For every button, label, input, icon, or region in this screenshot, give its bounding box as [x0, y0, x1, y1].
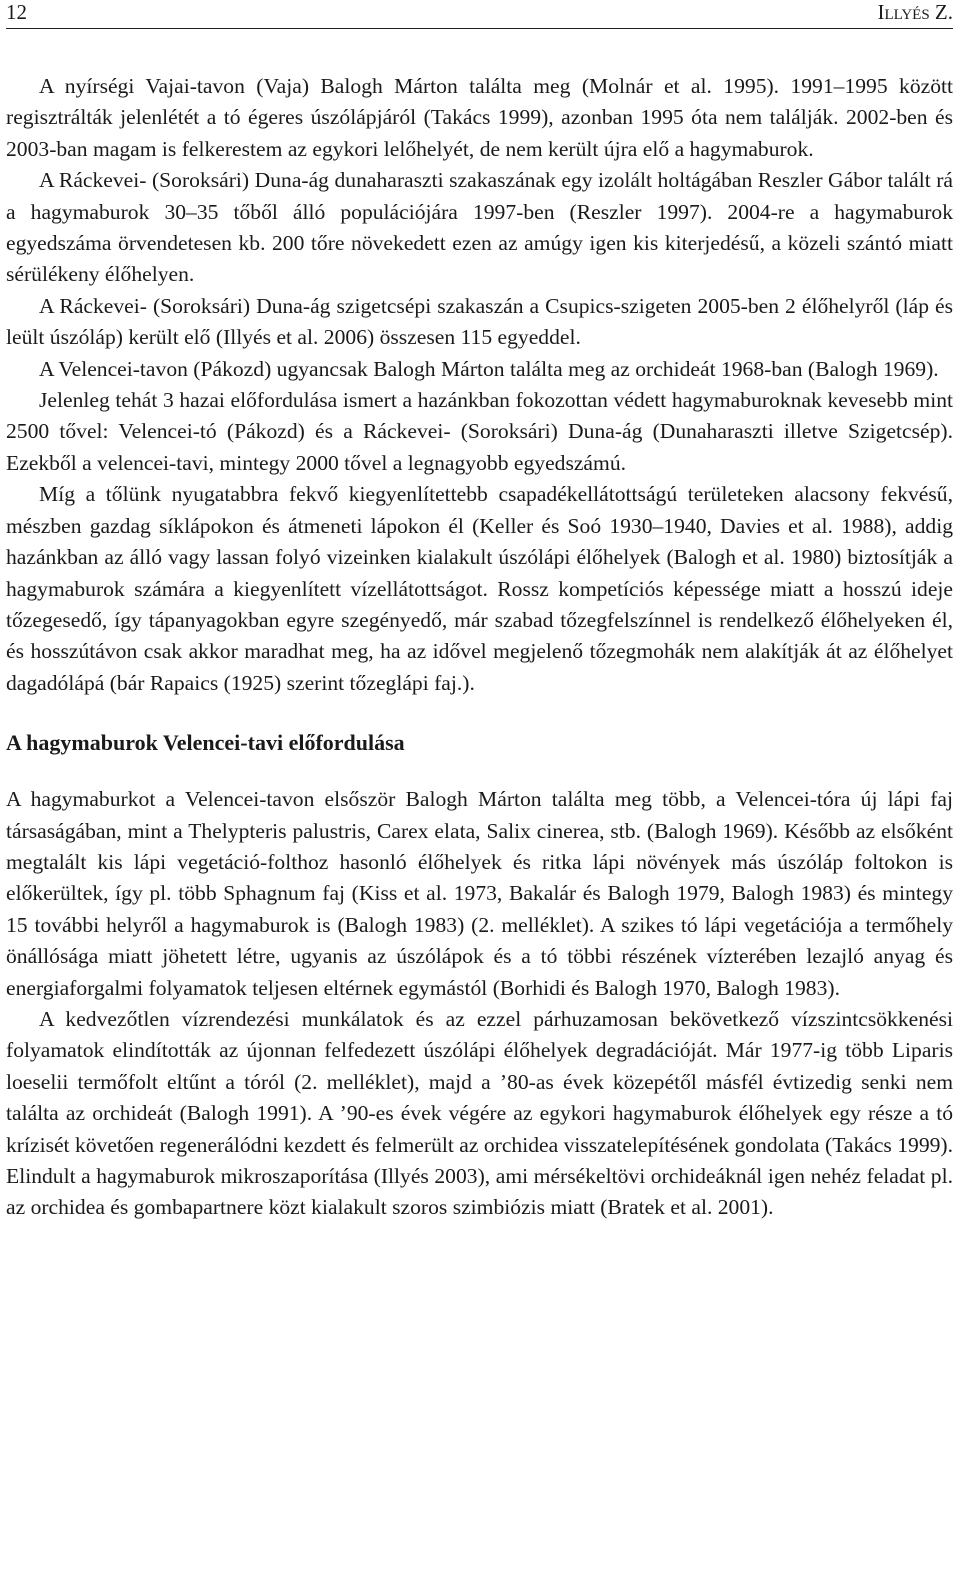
paragraph-dunaharaszti: A Ráckevei- (Soroksári) Duna-ág dunaharaszti szakaszának egy izolált holtágában Reszler Gábor talált rá a hagymaburok 30–35 tőből álló populációjára 1997-ben (Reszler 1997). 2004-re a hagymaburok egyedszáma örvendetesen kb. 200 tőre növekedett ezen az amúgy igen kis kiterjedésű, a közeli szántó miatt sérülékeny élőhelyen. — [6, 168, 953, 287]
running-head — [6, 0, 953, 29]
paragraph-degradation: A kedvezőtlen vízrendezési munkálatok és az ezzel párhuzamosan bekövetkező vízszintcsökkenési folyamatok elindították az újonnan felfedezett úszólápi élőhelyek degradációját. Már 1977-ig több Liparis loeselii termőfolt eltűnt a tóról (2. melléklet), majd a ’80-as évek közepétől másfél évtizedig senki nem találta az orchideát (Balogh 1991). A ’90-es évek végére az egykori hagymaburok élőhelyek egy része a tó krízisét követően regenerálódni kezdett és felmerült az orchidea visszatelepítésének gondolata (Takács 1999). Elindult a hagymaburok mikroszaporítása (Illyés 2003), ami mérsékeltövi orchideáknál igen nehéz feladat pl. az orchidea és gombapartnere közt kialakult szoros szimbiózis miatt (Bratek et al. 2001). — [6, 1006, 954, 1220]
paragraph-szigetcsep: A Ráckevei- (Soroksári) Duna-ág szigetcsépi szakaszán a Csupics-szigeten 2005-ben 2 élőhelyről (láp és leült úszóláp) került elő (Illyés et al. 2006) összesen 115 egyeddel. — [6, 293, 953, 350]
running-head-author: Illyés Z. — [877, 0, 953, 24]
paragraph-habitat: Míg a tőlünk nyugatabbra fekvő kiegyenlítettebb csapadékellátottságú területeken alacsony fekvésű, mészben gazdag síklápokon és átmeneti lápokon él (Keller és Soó 1930–1940, Davies et al. 1988), addig hazánkban az álló vagy lassan folyó vizeinken kialakult úszólápi élőhelyek (Balogh et al. 1980) biztosítják a hagymaburok számára a kiegyenlített vízellátottságot. Rossz kompetíciós képessége miatt a hosszú ideje tőzegesedő, így tápanyagokban egyre szegényedő, már szabad tőzegfelszínnel is rendelkező élőhelyeken él, és hosszútávon csak akkor maradhat meg, ha az idővel megjelenő tőzegmohák nem alakítják át az élőhelyet dagadólápá (bár Rapaics (1925) szerint tőzeglápi faj.). — [6, 482, 953, 695]
section-text — [6, 784, 953, 1224]
paragraph-vaja: A nyírségi Vajai-tavon (Vaja) Balogh Márton találta meg (Molnár et al. 1995). 1991–1995 között regisztrálták jelenlétét a tó égeres úszólápjáról (Takács 1999), azonban 1995 óta nem találják. 2002-ben és 2003-ban magam is felkerestem az egykori lelőhelyét, de nem került újra elő a hagymaburok. — [6, 74, 953, 161]
paragraph-current-status: Jelenleg tehát 3 hazai előfordulása ismert a hazánkban fokozottan védett hagymaburoknak kevesebb mint 2500 tővel: Velencei-tó (Pákozd) és a Ráckevei- (Soroksári) Duna-ág (Dunaharaszti illetve Szigetcsép). Ezekből a velencei-tavi, mintegy 2000 tővel a legnagyobb egyedszámú. — [6, 388, 953, 475]
section-heading: A hagymaburok Velencei-tavi előfordulása — [6, 730, 405, 756]
paragraph-first-discovery: A hagymaburkot a Velencei-tavon elsőször Balogh Márton találta meg több, a Velencei-tóra új lápi faj társaságában, mint a Thelypteris palustris, Carex elata, Salix cinerea, stb. (Balogh 1969). Később az elsőként megtalált kis lápi vegetáció-folthoz hasonló élőhelyek és ritka lápi növények más úszóláp foltokon is előkerültek, így pl. több Sphagnum faj (Kiss et al. 1973, Bakalár és Balogh 1979, Balogh 1983) és mintegy 15 további helyről a hagymaburok is (Balogh 1983) (2. melléklet). A szikes tó lápi vegetációja a termőhely önállósága miatt jöhetett létre, ugyanis az úszólápok és a tó többi részének vízterében lezajló anyag és energiaforgalmi folyamatok teljesen eltérnek egymástól (Borhidi és Balogh 1970, Balogh 1983). — [6, 787, 953, 1000]
body-text — [6, 71, 953, 1224]
page-number: 12 — [6, 0, 27, 24]
paragraph-velencei-to: A Velencei-tavon (Pákozd) ugyancsak Balogh Márton találta meg az orchideát 1968-ban (Balogh 1969). — [39, 356, 939, 381]
